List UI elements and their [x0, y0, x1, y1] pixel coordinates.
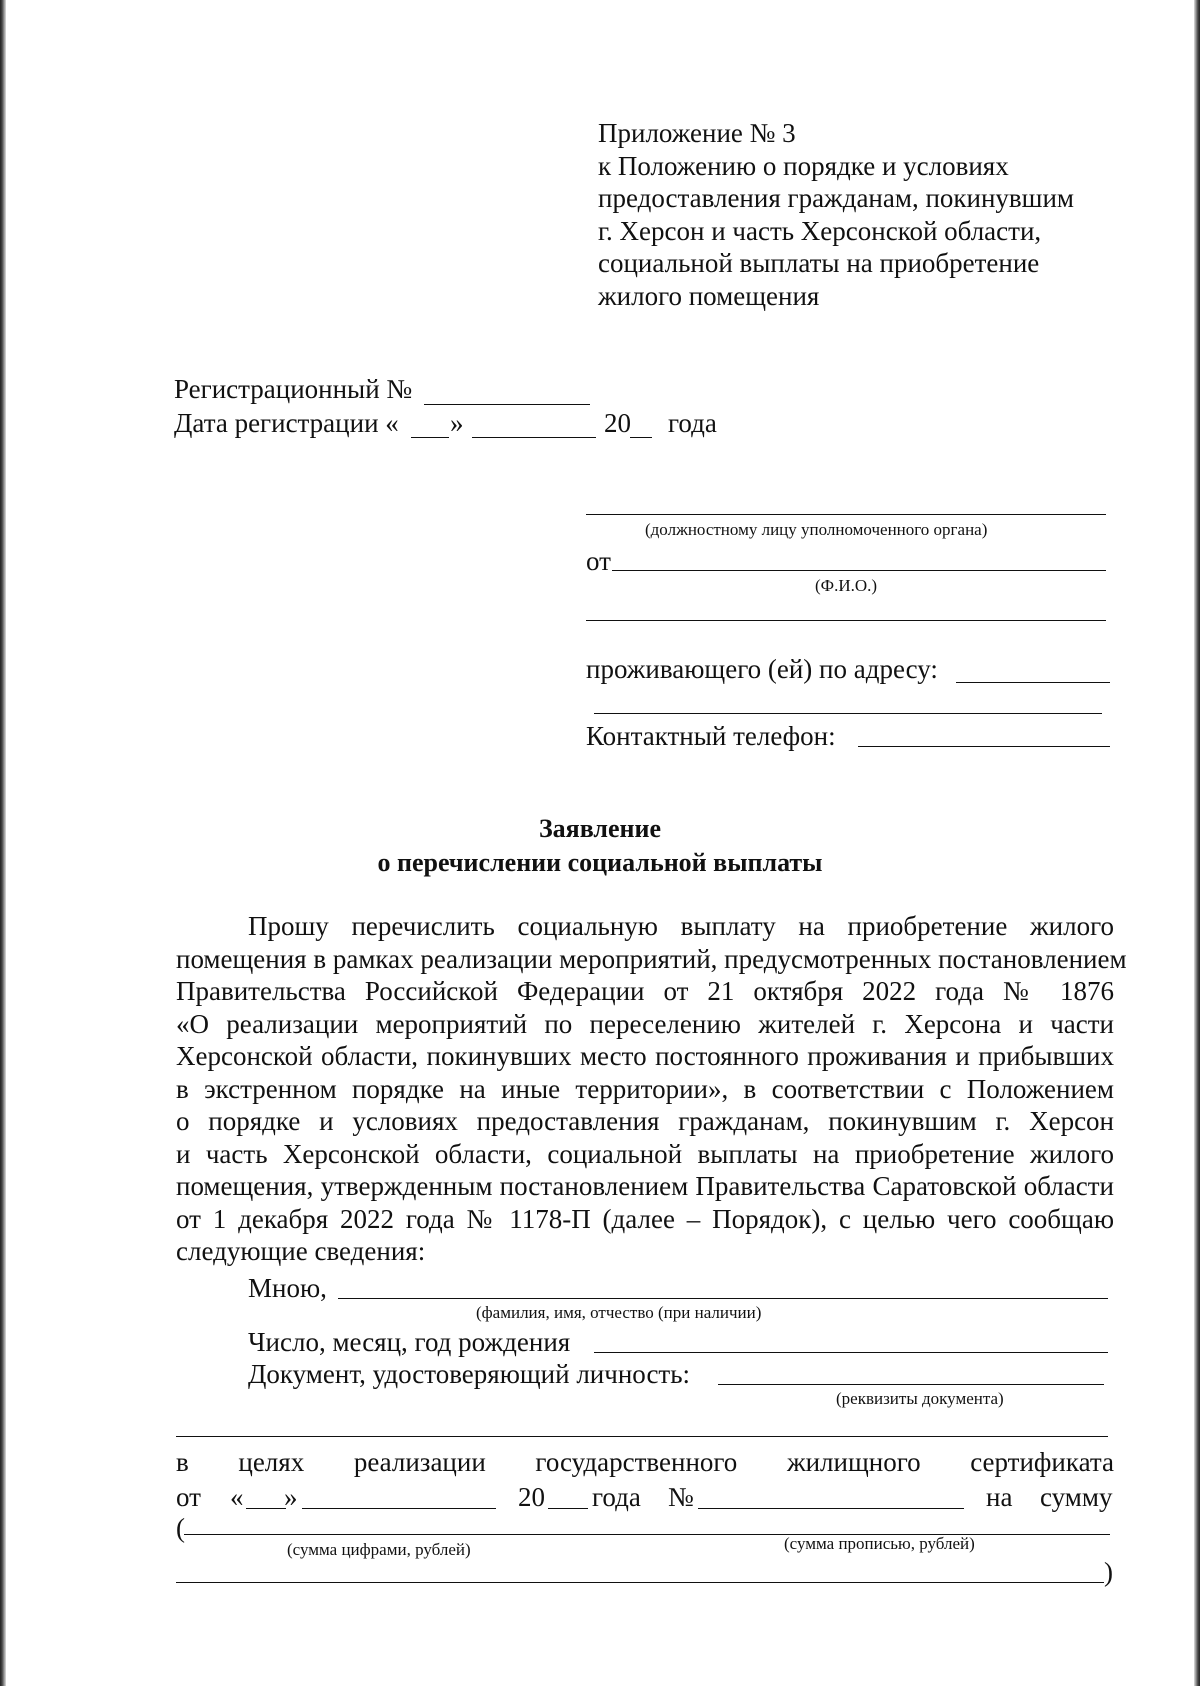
paragraph-line: Херсонской области, покинувших место постоянного проживания и прибывших [176, 1041, 1114, 1071]
address-field-extra[interactable] [594, 713, 1102, 714]
certificate-year-field[interactable] [548, 1508, 588, 1509]
paragraph-line: о порядке и условиях предоставления гражданам, покинувшим г. Херсон [176, 1106, 1114, 1136]
appendix-line: к Положению о порядке и условиях [598, 150, 1009, 181]
certificate-from-label: от [176, 1482, 201, 1512]
registration-day-field[interactable] [411, 437, 449, 438]
document-title: Заявление [538, 814, 662, 843]
sum-words-caption: (сумма прописью, рублей) [784, 1534, 975, 1553]
registration-year-suffix: года [668, 408, 717, 438]
from-label: от [586, 546, 611, 576]
certificate-month-field[interactable] [302, 1508, 496, 1509]
full-name-field[interactable] [338, 1298, 1108, 1299]
certificate-word: государственного [535, 1447, 738, 1477]
identity-document-field[interactable] [718, 1384, 1104, 1385]
certificate-quote-open: « [230, 1482, 244, 1512]
sum-digits-caption: (сумма цифрами, рублей) [287, 1540, 471, 1559]
appendix-line: социальной выплаты на приобретение [598, 248, 1040, 278]
fio-caption: (Ф.И.О.) [815, 576, 878, 595]
certificate-word: в [176, 1447, 189, 1477]
registration-year-field[interactable] [630, 437, 652, 438]
certificate-word: жилищного [786, 1447, 921, 1477]
certificate-on-label: на [986, 1482, 1013, 1512]
registration-number-field[interactable] [424, 404, 590, 405]
appendix-line: предоставления гражданам, покинувшим [598, 183, 1074, 213]
registration-number-label: Регистрационный № [174, 374, 413, 404]
sum-paren-close: ) [1104, 1557, 1113, 1587]
full-name-caption: (фамилия, имя, отчество (при наличии) [476, 1303, 762, 1322]
document-subtitle: о перечислении социальной выплаты [377, 848, 823, 877]
paragraph-line: Правительства Российской Федерации от 21 октября 2022 года № 1876 [176, 976, 1114, 1006]
certificate-quote-close: » [284, 1482, 298, 1512]
request-paragraph [176, 910, 1127, 1268]
paragraph-line: «О реализации мероприятий по переселению жителей г. Херсона и части [176, 1008, 1114, 1039]
certificate-day-field[interactable] [246, 1508, 286, 1509]
birth-date-label: Число, месяц, год рождения [248, 1327, 571, 1357]
appendix-line: жилого помещения [598, 280, 820, 311]
paragraph-line: следующие сведения: [176, 1236, 426, 1266]
applicant-fio-field[interactable] [612, 570, 1106, 571]
certificate-number-sign: № [668, 1482, 694, 1512]
certificate-year-prefix: 20 [518, 1482, 545, 1512]
registration-date-label: Дата регистрации « [174, 408, 399, 438]
paragraph-line: помещения в рамках реализации мероприятий, предусмотренных постановлением [176, 943, 1127, 974]
paragraph-line: от 1 декабря 2022 года № 1178-П (далее – Порядок), с целью чего сообщаю [176, 1203, 1114, 1234]
certificate-purpose-line [176, 1446, 1114, 1479]
official-name-field[interactable] [586, 514, 1106, 515]
sum-words-field[interactable] [176, 1582, 1104, 1583]
certificate-sum-label: сумму [1040, 1482, 1113, 1512]
identity-document-field-extra[interactable] [176, 1436, 1108, 1437]
registration-month-field[interactable] [472, 437, 596, 438]
registration-year-prefix: 20 [604, 408, 631, 438]
phone-label: Контактный телефон: [586, 721, 836, 751]
birth-date-field[interactable] [594, 1352, 1108, 1353]
certificate-word: сертификата [970, 1447, 1114, 1477]
appendix-header [598, 117, 1074, 312]
applicant-fio-field-extra[interactable] [586, 620, 1106, 621]
identity-document-caption: (реквизиты документа) [836, 1389, 1004, 1408]
identity-document-label: Документ, удостоверяющий личность: [248, 1359, 691, 1389]
paragraph-line: в экстренном порядке на иные территории», в соответствии с Положением [176, 1073, 1114, 1104]
paragraph-line: Прошу перечислить социальную выплату на приобретение жилого [248, 911, 1114, 941]
paragraph-line: и часть Херсонской области, социальной выплаты на приобретение жилого [176, 1138, 1114, 1169]
phone-field[interactable] [858, 746, 1110, 747]
appendix-line: г. Херсон и часть Херсонской области, [598, 215, 1042, 246]
official-caption: (должностному лицу уполномоченного органа) [645, 520, 988, 539]
certificate-word: реализации [353, 1447, 486, 1477]
me-label: Мною, [248, 1273, 327, 1303]
address-label: проживающего (ей) по адресу: [586, 654, 938, 684]
certificate-year-label: года [592, 1482, 641, 1512]
certificate-number-field[interactable] [698, 1508, 964, 1509]
sum-paren-open: ( [176, 1513, 185, 1543]
certificate-word: целях [238, 1447, 305, 1477]
address-field[interactable] [956, 682, 1110, 683]
registration-quote-close: » [450, 408, 464, 438]
appendix-line: Приложение № 3 [598, 118, 796, 148]
paragraph-line: помещения, утвержденным постановлением Правительства Саратовской области [176, 1171, 1114, 1201]
